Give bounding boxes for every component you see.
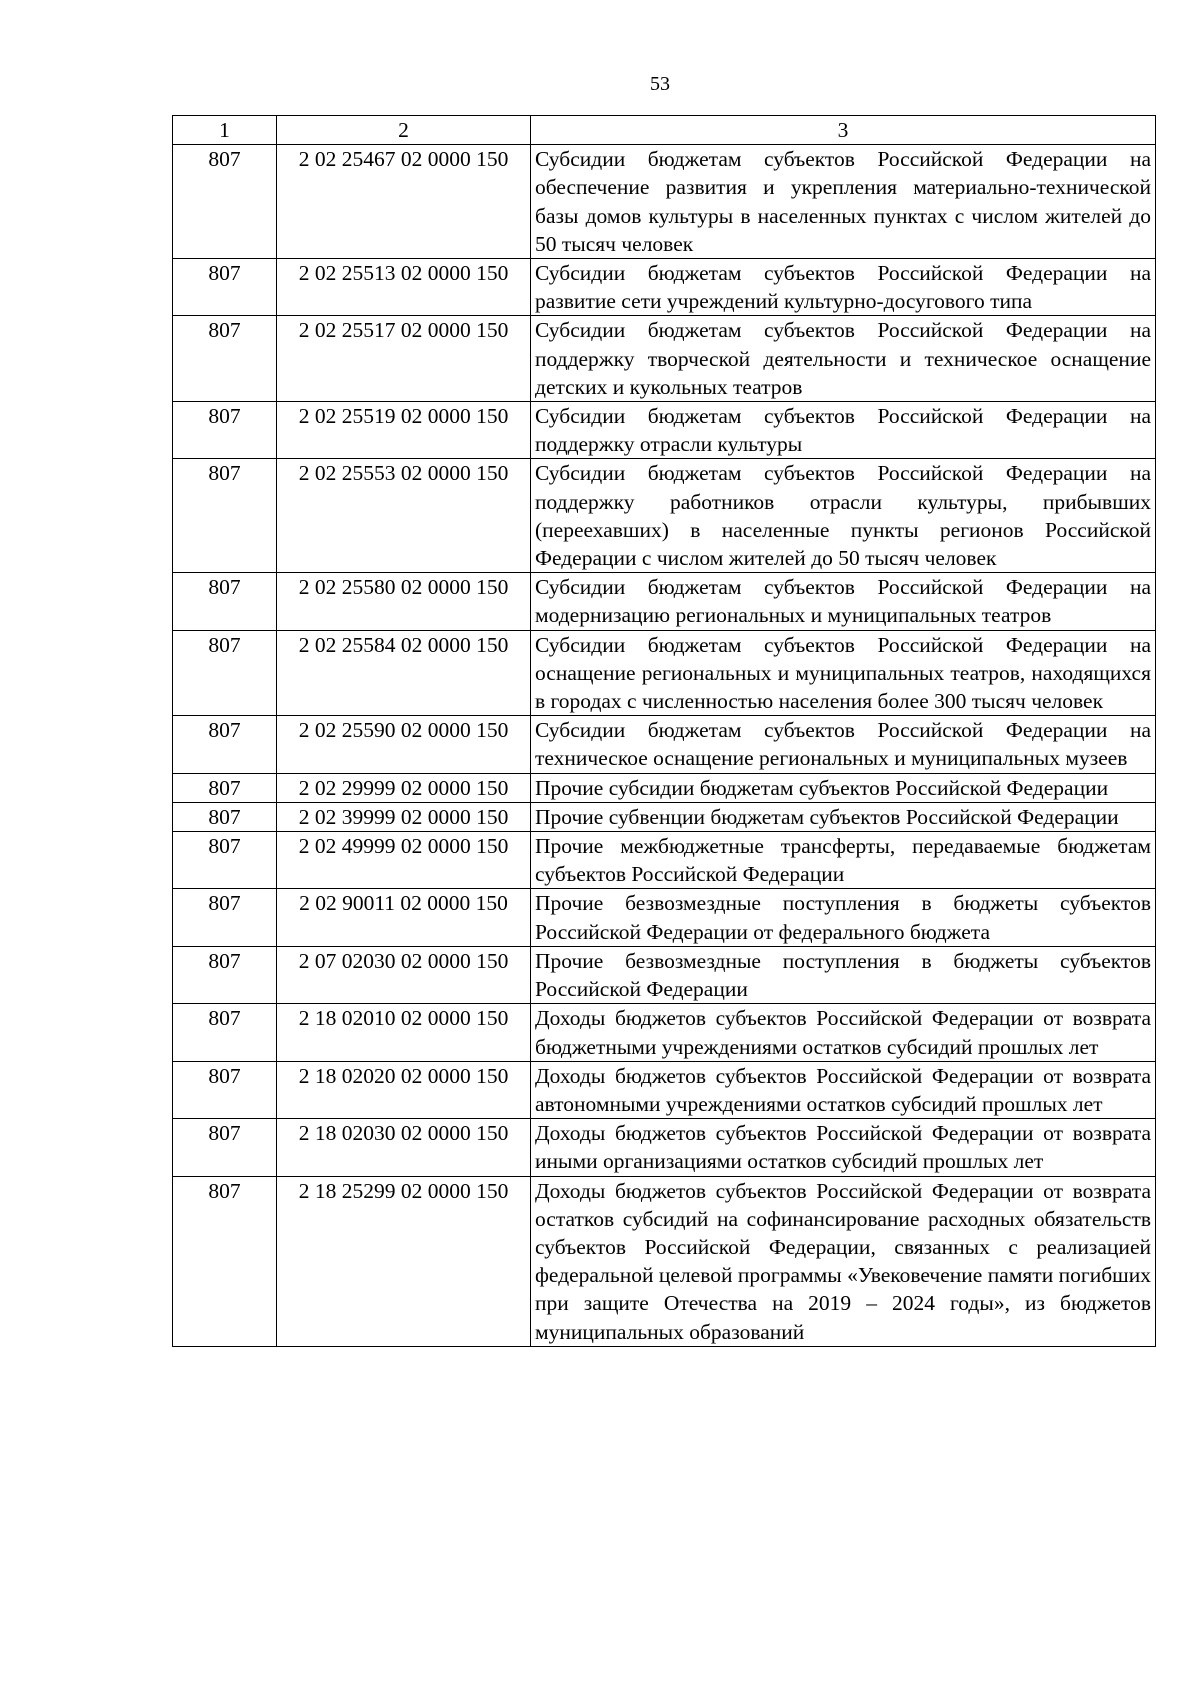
table-row [173, 316, 1156, 402]
budget-code-cell: 2 02 25467 02 0000 150 [277, 145, 531, 259]
admin-code-cell: 807 [173, 630, 277, 716]
revenue-name-cell: Доходы бюджетов субъектов Российской Федерации от возврата бюджетными учреждениями остатков субсидий прошлых лет [531, 1004, 1156, 1061]
budget-code-cell: 2 02 25584 02 0000 150 [277, 630, 531, 716]
table-header-row [173, 116, 1156, 145]
admin-code-cell: 807 [173, 1119, 277, 1176]
budget-code-cell: 2 02 29999 02 0000 150 [277, 773, 531, 802]
table-row [173, 573, 1156, 630]
revenue-name-cell: Субсидии бюджетам субъектов Российской Федерации на поддержку творческой деятельности и техническое оснащение детских и кукольных театров [531, 316, 1156, 402]
revenue-name-cell: Субсидии бюджетам субъектов Российской Федерации на оснащение региональных и муниципальных театров, находящихся в городах с численностью населения более 300 тысяч человек [531, 630, 1156, 716]
budget-code-cell: 2 18 25299 02 0000 150 [277, 1176, 531, 1346]
budget-code-cell: 2 02 90011 02 0000 150 [277, 889, 531, 946]
admin-code-cell: 807 [173, 1004, 277, 1061]
budget-code-cell: 2 07 02030 02 0000 150 [277, 946, 531, 1003]
admin-code-cell: 807 [173, 316, 277, 402]
budget-code-cell: 2 02 25590 02 0000 150 [277, 716, 531, 773]
admin-code-cell: 807 [173, 145, 277, 259]
admin-code-cell: 807 [173, 259, 277, 316]
revenue-name-cell: Доходы бюджетов субъектов Российской Федерации от возврата остатков субсидий на софинансирование расходных обязательств субъектов Российской Федерации, связанных с реализацией федеральной целевой программы «Увековечение памяти погибших при защите Отечества на 2019 – 2024 годы», из бюджетов муниципальных образований [531, 1176, 1156, 1346]
budget-code-cell: 2 02 25513 02 0000 150 [277, 259, 531, 316]
table-body [173, 145, 1156, 1347]
budget-code-cell: 2 02 39999 02 0000 150 [277, 802, 531, 831]
admin-code-cell: 807 [173, 1061, 277, 1118]
admin-code-cell: 807 [173, 946, 277, 1003]
table-row [173, 145, 1156, 259]
column-header-2: 2 [277, 116, 531, 145]
revenue-name-cell: Субсидии бюджетам субъектов Российской Федерации на техническое оснащение региональных и муниципальных музеев [531, 716, 1156, 773]
budget-code-cell: 2 02 25517 02 0000 150 [277, 316, 531, 402]
column-header-3: 3 [531, 116, 1156, 145]
table-row [173, 716, 1156, 773]
admin-code-cell: 807 [173, 573, 277, 630]
revenue-name-cell: Прочие межбюджетные трансферты, передаваемые бюджетам субъектов Российской Федерации [531, 832, 1156, 889]
admin-code-cell: 807 [173, 402, 277, 459]
revenue-name-cell: Субсидии бюджетам субъектов Российской Федерации на поддержку отрасли культуры [531, 402, 1156, 459]
admin-code-cell: 807 [173, 716, 277, 773]
budget-code-cell: 2 02 25580 02 0000 150 [277, 573, 531, 630]
column-header-1: 1 [173, 116, 277, 145]
admin-code-cell: 807 [173, 802, 277, 831]
budget-code-cell: 2 02 25519 02 0000 150 [277, 402, 531, 459]
table-row [173, 630, 1156, 716]
table-row [173, 802, 1156, 831]
revenue-name-cell: Прочие субсидии бюджетам субъектов Российской Федерации [531, 773, 1156, 802]
admin-code-cell: 807 [173, 832, 277, 889]
table-row [173, 1176, 1156, 1346]
budget-code-cell: 2 02 49999 02 0000 150 [277, 832, 531, 889]
revenue-name-cell: Субсидии бюджетам субъектов Российской Федерации на обеспечение развития и укрепления материально-технической базы домов культуры в населенных пунктах с числом жителей до 50 тысяч человек [531, 145, 1156, 259]
table-row [173, 402, 1156, 459]
revenue-name-cell: Прочие субвенции бюджетам субъектов Российской Федерации [531, 802, 1156, 831]
admin-code-cell: 807 [173, 1176, 277, 1346]
admin-code-cell: 807 [173, 773, 277, 802]
budget-code-cell: 2 18 02030 02 0000 150 [277, 1119, 531, 1176]
revenue-name-cell: Субсидии бюджетам субъектов Российской Федерации на развитие сети учреждений культурно-досугового типа [531, 259, 1156, 316]
revenue-name-cell: Доходы бюджетов субъектов Российской Федерации от возврата иными организациями остатков субсидий прошлых лет [531, 1119, 1156, 1176]
table-row [173, 1061, 1156, 1118]
table-row [173, 773, 1156, 802]
table-row [173, 946, 1156, 1003]
table-row [173, 259, 1156, 316]
table-row [173, 832, 1156, 889]
page-number: 53 [650, 73, 670, 95]
revenue-name-cell: Субсидии бюджетам субъектов Российской Федерации на поддержку работников отрасли культуры, прибывших (переехавших) в населенные пункты регионов Российской Федерации с числом жителей до 50 тысяч человек [531, 459, 1156, 573]
admin-code-cell: 807 [173, 459, 277, 573]
table-row [173, 889, 1156, 946]
revenue-codes-table [172, 115, 1156, 1347]
revenue-name-cell: Прочие безвозмездные поступления в бюджеты субъектов Российской Федерации от федерального бюджета [531, 889, 1156, 946]
revenue-name-cell: Прочие безвозмездные поступления в бюджеты субъектов Российской Федерации [531, 946, 1156, 1003]
budget-code-cell: 2 02 25553 02 0000 150 [277, 459, 531, 573]
table-row [173, 1004, 1156, 1061]
table-row [173, 459, 1156, 573]
table-row [173, 1119, 1156, 1176]
revenue-name-cell: Субсидии бюджетам субъектов Российской Федерации на модернизацию региональных и муниципальных театров [531, 573, 1156, 630]
admin-code-cell: 807 [173, 889, 277, 946]
budget-code-cell: 2 18 02020 02 0000 150 [277, 1061, 531, 1118]
revenue-name-cell: Доходы бюджетов субъектов Российской Федерации от возврата автономными учреждениями остатков субсидий прошлых лет [531, 1061, 1156, 1118]
budget-code-cell: 2 18 02010 02 0000 150 [277, 1004, 531, 1061]
